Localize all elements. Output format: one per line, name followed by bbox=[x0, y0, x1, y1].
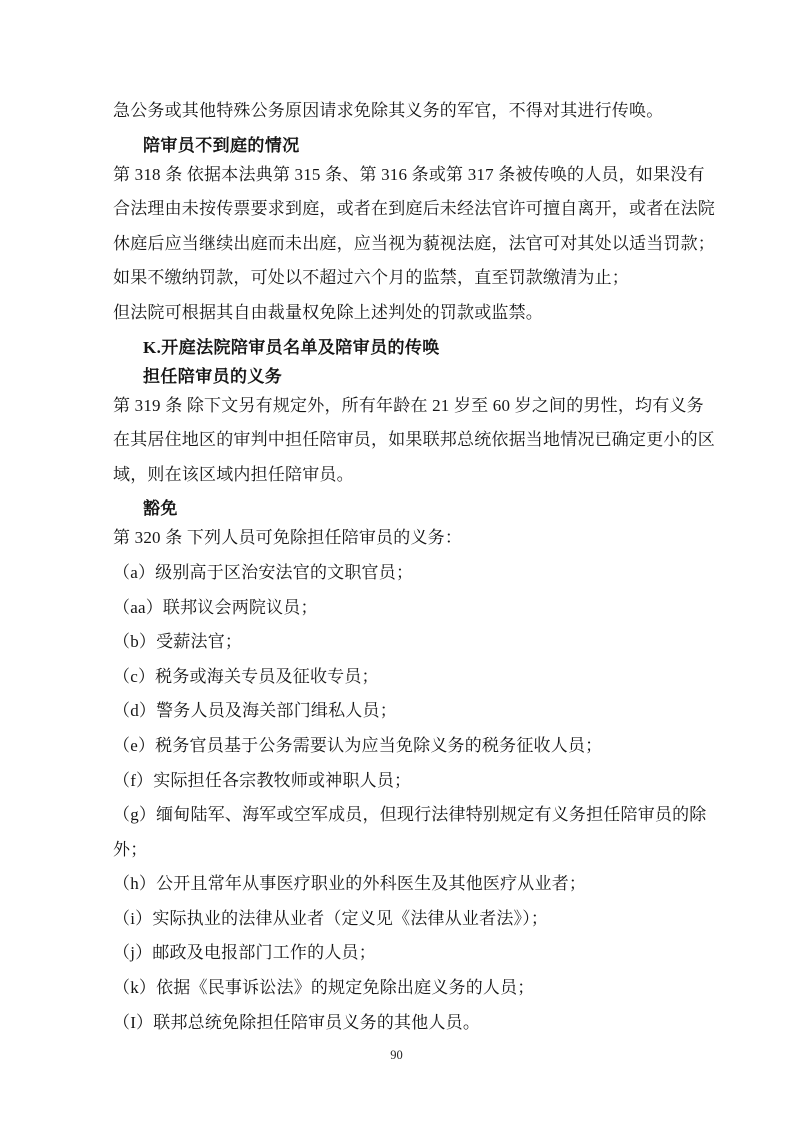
paragraph-line-continuation: 急公务或其他特殊公务原因请求免除其义务的军官，不得对其进行传唤。 bbox=[113, 101, 664, 120]
heading-juror-absence: 陪审员不到庭的情况 bbox=[143, 135, 300, 155]
page-number: 90 bbox=[390, 1048, 403, 1062]
paragraph-line-article-320: 第 320 条 下列人员可免除担任陪审员的义务： bbox=[113, 528, 463, 548]
heading-exemption: 豁免 bbox=[143, 499, 178, 519]
page-footer bbox=[0, 1048, 793, 1063]
list-item-e: （e）税务官员基于公务需要认为应当免除义务的税务征收人员； bbox=[113, 735, 603, 755]
list-item-g: （g）缅甸陆军、海军或空军成员，但现行法律特别规定有义务担任陪审员的除 bbox=[113, 805, 707, 825]
paragraph-line: 但法院可根据其自由裁量权免除上述判处的罚款或监禁。 bbox=[113, 302, 543, 322]
heading-juror-duty: 担任陪审员的义务 bbox=[143, 366, 283, 386]
list-item-g-continued: 外； bbox=[113, 839, 148, 859]
paragraph-line: 如果不缴纳罚款，可处以不超过六个月的监禁，直至罚款缴清为止； bbox=[113, 268, 629, 288]
list-item-h: （h）公开且常年从事医疗职业的外科医生及其他医疗从业者； bbox=[113, 874, 587, 894]
document-body bbox=[113, 99, 715, 1045]
paragraph-line: 在其居住地区的审判中担任陪审员，如果联邦总统依据当地情况已确定更小的区 bbox=[113, 430, 715, 450]
list-item-a: （a）级别高于区治安法官的文职官员； bbox=[113, 562, 414, 582]
paragraph-line: 合法理由未按传票要求到庭，或者在到庭后未经法官许可擅自离开，或者在法院 bbox=[113, 199, 715, 219]
list-item-aa: （aa）联邦议会两院议员； bbox=[113, 597, 318, 617]
paragraph-line: 域，则在该区域内担任陪审员。 bbox=[113, 464, 354, 484]
list-item-k: （k）依据《民事诉讼法》的规定免除出庭义务的人员； bbox=[113, 978, 535, 998]
list-item-c: （c）税务或海关专员及征收专员； bbox=[113, 666, 379, 686]
list-item-f: （f）实际担任各宗教牧师或神职人员； bbox=[113, 770, 412, 790]
heading-k-jury-list-and-summons: K.开庭法院陪审员名单及陪审员的传唤 bbox=[143, 337, 440, 357]
paragraph-line-article-318: 第 318 条 依据本法典第 315 条、第 316 条或第 317 条被传唤的人员，如果没有 bbox=[113, 164, 705, 184]
list-item-l: （I）联邦总统免除担任陪审员义务的其他人员。 bbox=[113, 1012, 481, 1032]
paragraph-line-article-319: 第 319 条 除下文另有规定外，所有年龄在 21 岁至 60 岁之间的男性，均有义务 bbox=[113, 395, 704, 415]
list-item-i: （i）实际执业的法律从业者（定义见《法律从业者法》）； bbox=[113, 908, 549, 928]
list-item-d: （d）警务人员及海关部门缉私人员； bbox=[113, 701, 397, 721]
list-item-j: （j）邮政及电报部门工作的人员； bbox=[113, 943, 376, 963]
paragraph-line: 休庭后应当继续出庭而未出庭，应当视为藐视法庭，法官可对其处以适当罚款； bbox=[113, 233, 715, 253]
list-item-b: （b）受薪法官； bbox=[113, 632, 243, 652]
